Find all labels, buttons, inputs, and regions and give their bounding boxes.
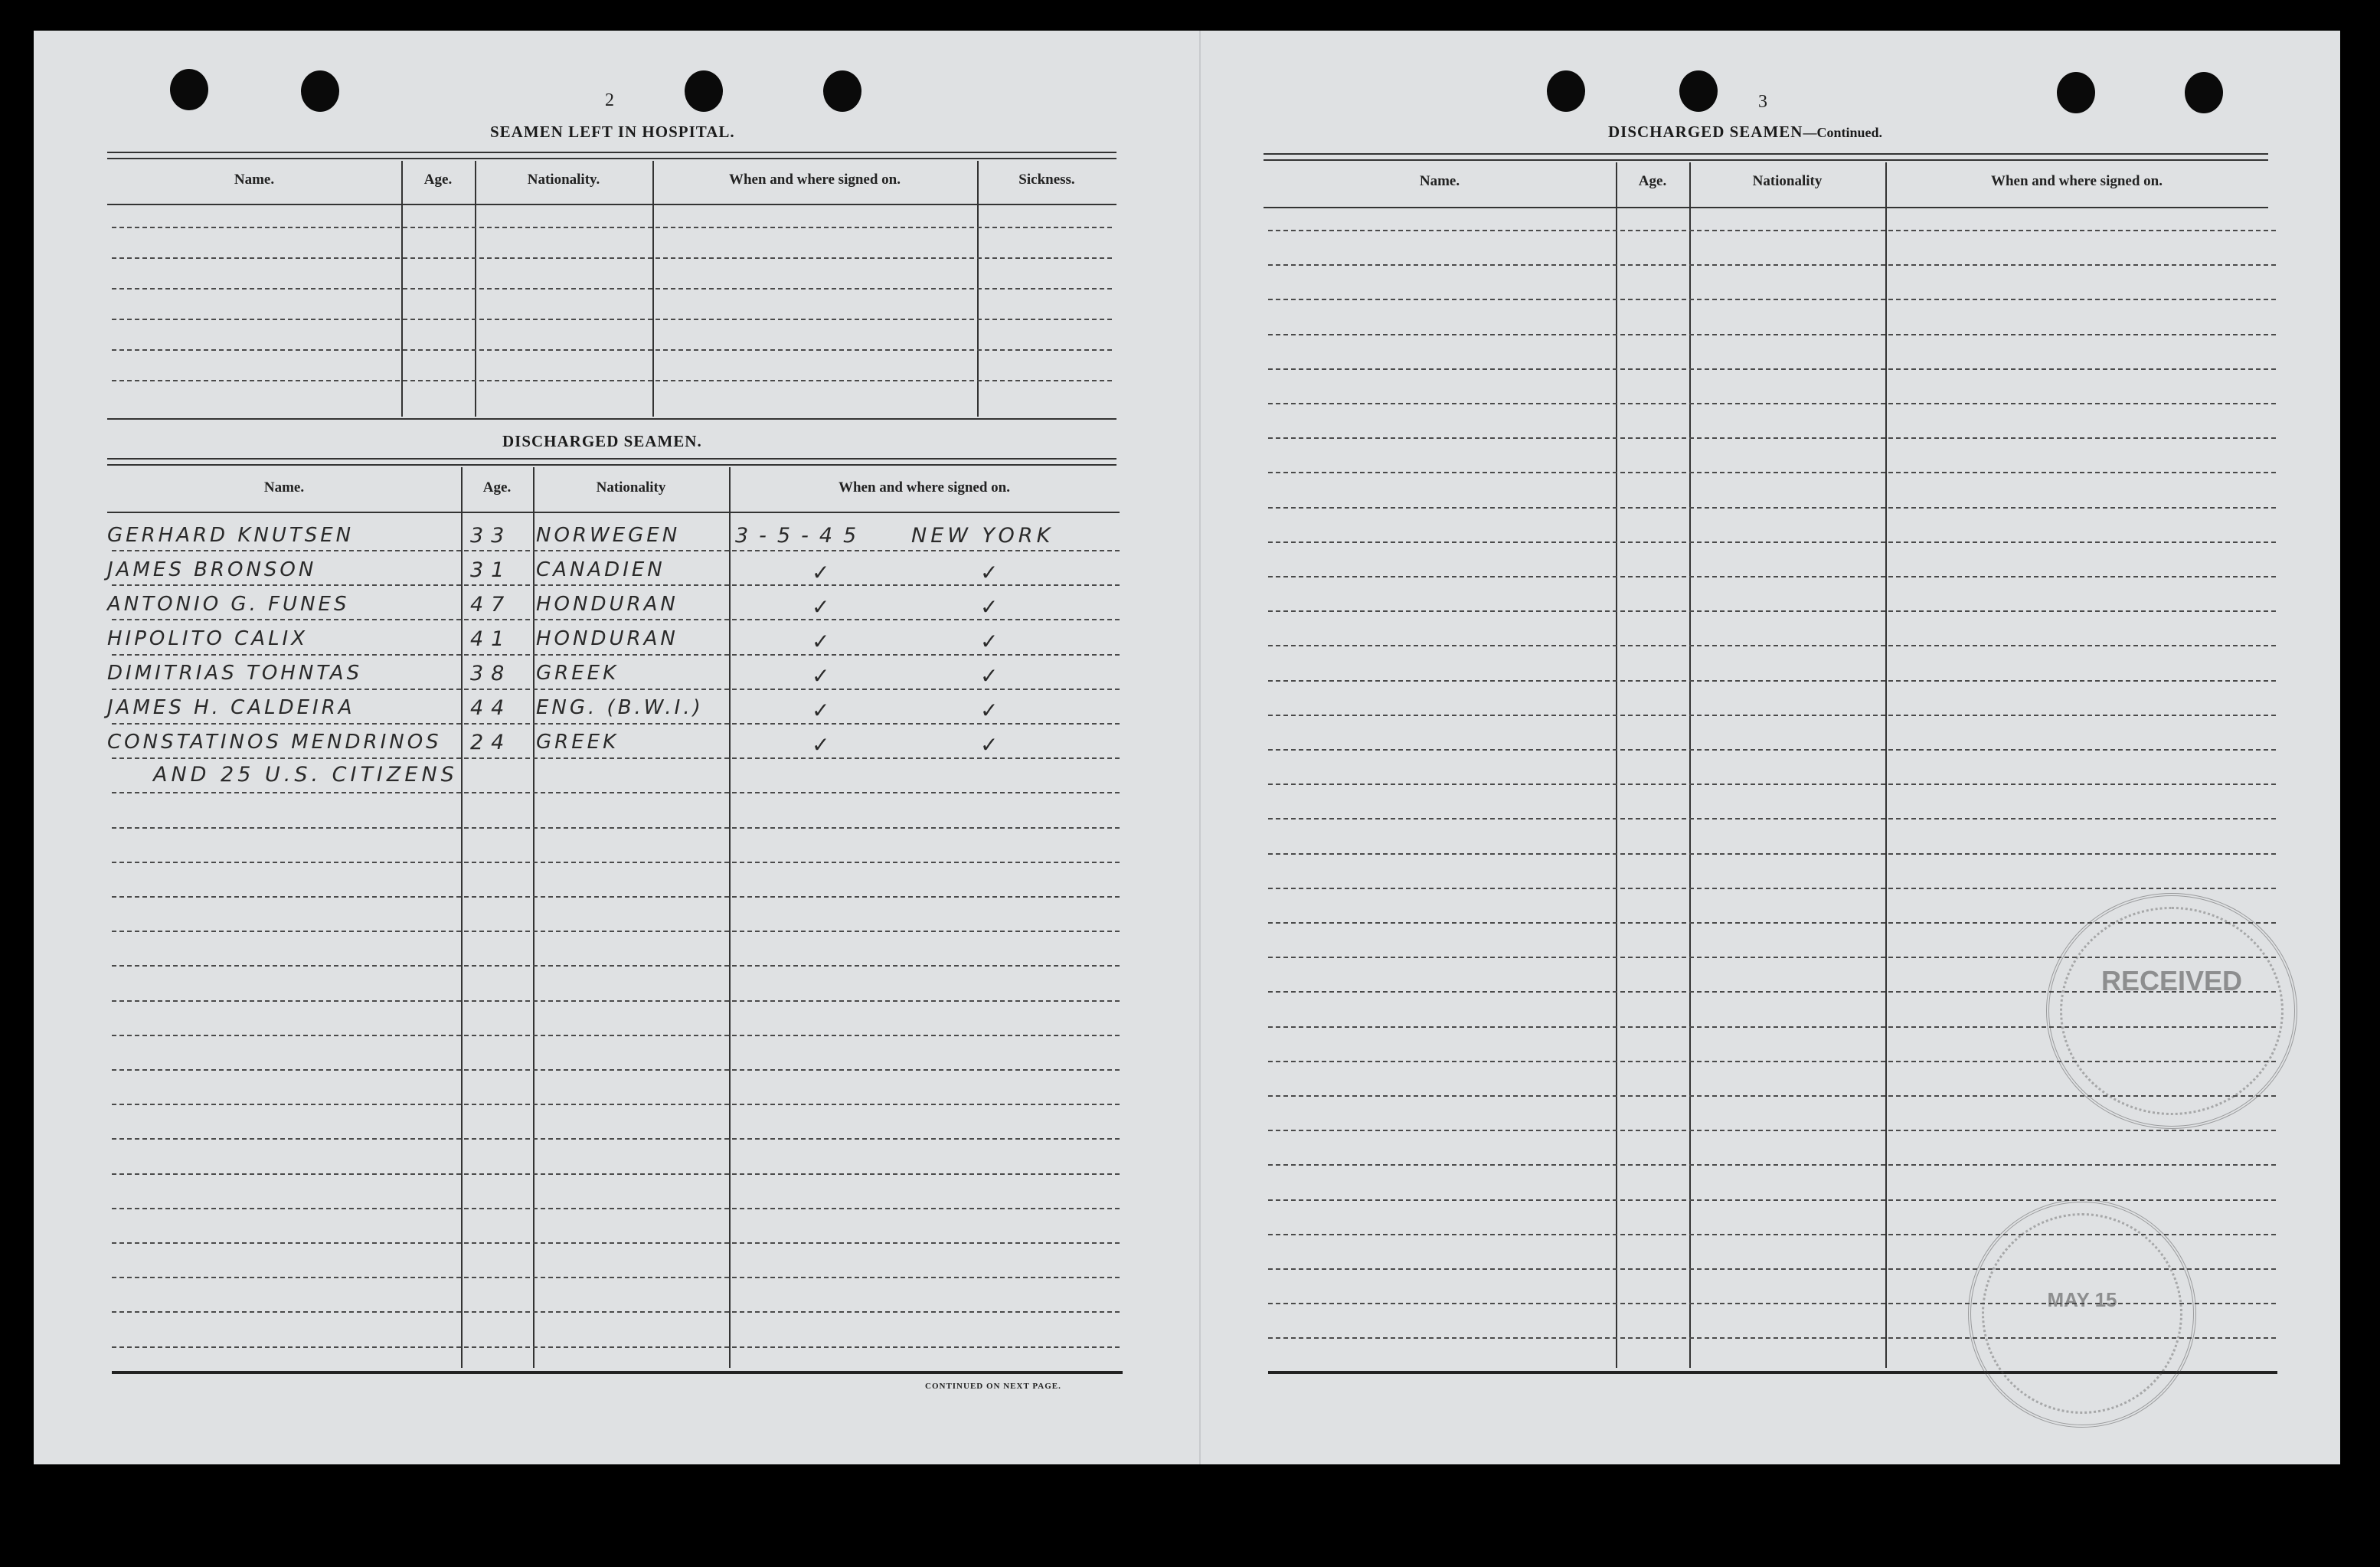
punch-hole: [1547, 70, 1585, 112]
dotted-line: [112, 931, 1120, 932]
column-header: Nationality: [1752, 173, 1823, 189]
ditto-check-date: ✓: [812, 698, 830, 723]
dotted-line: [112, 1311, 1120, 1313]
column-header: Nationality: [596, 479, 666, 496]
dotted-line: [1268, 576, 2276, 577]
dotted-line: [112, 827, 1120, 829]
dotted-line: [112, 654, 1120, 656]
rule: [1264, 207, 2268, 208]
punch-hole: [2185, 72, 2223, 113]
page-fold: [1199, 31, 1201, 1464]
column-divider: [1689, 162, 1691, 1368]
dotted-line: [1268, 818, 2276, 819]
dotted-line: [112, 689, 1120, 690]
seaman-age: 33: [470, 524, 512, 548]
column-header: Name.: [263, 479, 305, 496]
seaman-nationality: HONDURAN: [536, 593, 678, 616]
dotted-line: [1268, 299, 2276, 300]
dotted-line: [1268, 368, 2276, 370]
ditto-check-place: ✓: [980, 629, 999, 654]
dotted-line: [1268, 507, 2276, 509]
dotted-line: [112, 550, 1120, 551]
punch-hole: [685, 70, 723, 112]
dotted-line: [1268, 853, 2276, 855]
dotted-line: [1268, 1130, 2276, 1131]
dotted-line: [1268, 437, 2276, 439]
dotted-line: [1268, 1199, 2276, 1201]
heading-suffix: —Continued.: [1803, 125, 1882, 140]
column-header: Sickness.: [1018, 172, 1075, 188]
dotted-line: [1268, 715, 2276, 716]
rule: [107, 512, 1120, 513]
ditto-check-place: ✓: [980, 663, 999, 689]
ditto-check-date: ✓: [812, 594, 830, 620]
seaman-age: 24: [470, 731, 512, 754]
ditto-check-place: ✓: [980, 560, 999, 585]
stamp-ring: [2060, 907, 2284, 1115]
dotted-line: [112, 257, 1112, 259]
rule: [107, 204, 1116, 205]
rule: [107, 418, 1116, 420]
seaman-age: 31: [470, 558, 512, 582]
column-header: Age.: [423, 172, 453, 188]
dotted-line: [1268, 749, 2276, 751]
hospital-heading: SEAMEN LEFT IN HOSPITAL.: [490, 123, 735, 141]
seaman-name: ANTONIO G. FUNES: [107, 593, 350, 616]
seaman-nationality: NORWEGEN: [536, 524, 681, 547]
seaman-name: JAMES BRONSON: [107, 558, 317, 581]
punch-hole: [2057, 72, 2095, 113]
ditto-check-date: ✓: [812, 663, 830, 689]
punch-hole: [1679, 70, 1718, 112]
dotted-line: [112, 1242, 1120, 1244]
dotted-line: [1268, 680, 2276, 682]
ditto-check-date: ✓: [812, 560, 830, 585]
dotted-line: [1268, 472, 2276, 473]
seaman-age: 41: [470, 627, 512, 651]
dotted-line: [112, 1173, 1120, 1175]
dotted-line: [112, 288, 1112, 290]
dotted-line: [112, 965, 1120, 967]
punch-hole: [170, 69, 208, 110]
heading-text: DISCHARGED SEAMEN: [1608, 123, 1803, 141]
rule: [107, 458, 1116, 460]
discharged-continued-heading: [1608, 123, 1882, 142]
dotted-line: [112, 1000, 1120, 1002]
dotted-line: [112, 584, 1120, 586]
dotted-line: [112, 1035, 1120, 1036]
dotted-line: [1268, 230, 2276, 231]
rule: [1264, 153, 2268, 155]
seaman-nationality: HONDURAN: [536, 627, 678, 650]
column-header: Age.: [1638, 173, 1667, 189]
rule: [107, 464, 1116, 466]
ditto-check-place: ✓: [980, 732, 999, 757]
discharged-heading: DISCHARGED SEAMEN.: [502, 432, 702, 450]
dotted-line: [1268, 888, 2276, 889]
column-divider: [729, 467, 731, 1368]
column-divider: [1616, 162, 1617, 1368]
column-header: When and where signed on.: [728, 172, 901, 188]
dotted-line: [112, 896, 1120, 898]
date-stamp: [1968, 1199, 2196, 1428]
dotted-line: [112, 1208, 1120, 1209]
dotted-line: [1268, 1164, 2276, 1166]
continued-footer: CONTINUED ON NEXT PAGE.: [925, 1382, 1061, 1391]
column-divider: [1885, 162, 1887, 1368]
seaman-name: CONSTATINOS MENDRINOS: [107, 731, 442, 754]
dotted-line: [112, 792, 1120, 793]
dotted-line: [112, 723, 1120, 725]
column-header: Name.: [234, 172, 275, 188]
signed-date: 3-5-45: [735, 524, 868, 548]
stamp-word: RECEIVED: [2100, 965, 2243, 996]
seaman-name: HIPOLITO CALIX: [107, 627, 309, 650]
punch-hole: [823, 70, 861, 112]
signed-place: NEW YORK: [911, 524, 1054, 548]
seaman-nationality: CANADIEN: [536, 558, 665, 581]
dotted-line: [112, 757, 1120, 759]
dotted-line: [112, 1104, 1120, 1105]
column-header: Nationality.: [527, 172, 600, 188]
dotted-line: [1268, 784, 2276, 785]
rule: [107, 152, 1116, 153]
ditto-check-place: ✓: [980, 594, 999, 620]
ditto-check-date: ✓: [812, 629, 830, 654]
seaman-name: GERHARD KNUTSEN: [107, 524, 355, 547]
seaman-nationality: GREEK: [536, 662, 620, 685]
rule: [1264, 159, 2268, 161]
punch-hole: [301, 70, 339, 112]
dotted-line: [112, 349, 1112, 351]
column-divider: [533, 467, 535, 1368]
dotted-line: [112, 227, 1112, 228]
dotted-line: [1268, 403, 2276, 404]
dotted-line: [112, 619, 1120, 620]
bottom-rule: [112, 1371, 1123, 1374]
column-divider: [461, 467, 463, 1368]
seaman-age: 47: [470, 593, 512, 617]
column-header: When and where signed on.: [838, 479, 1010, 496]
dotted-line: [1268, 645, 2276, 646]
dotted-line: [1268, 541, 2276, 543]
ditto-check-date: ✓: [812, 732, 830, 757]
page-number: 2: [605, 90, 614, 110]
seaman-age: 44: [470, 696, 512, 720]
ditto-check-place: ✓: [980, 698, 999, 723]
dotted-line: [112, 1069, 1120, 1071]
stamp-ring: [1982, 1213, 2182, 1414]
citizens-note: AND 25 U.S. CITIZENS: [153, 763, 458, 787]
column-header: When and where signed on.: [1990, 173, 2163, 189]
page-number: 3: [1758, 92, 1767, 112]
seaman-nationality: ENG. (B.W.I.): [536, 696, 704, 719]
dotted-line: [112, 1277, 1120, 1278]
dotted-line: [112, 1346, 1120, 1348]
dotted-line: [1268, 610, 2276, 612]
dotted-line: [1268, 334, 2276, 335]
dotted-line: [112, 319, 1112, 320]
seaman-name: JAMES H. CALDEIRA: [107, 696, 355, 719]
rule: [107, 158, 1116, 159]
dotted-line: [112, 862, 1120, 863]
column-header: Name.: [1419, 173, 1460, 189]
seaman-name: DIMITRIAS TOHNTAS: [107, 662, 363, 685]
dotted-line: [112, 1138, 1120, 1140]
dotted-line: [1268, 264, 2276, 266]
dotted-line: [112, 380, 1112, 381]
seaman-age: 38: [470, 662, 512, 685]
seaman-nationality: GREEK: [536, 731, 620, 754]
received-stamp: [2046, 893, 2297, 1129]
stamp-date: MAY 15: [2047, 1288, 2117, 1311]
column-header: Age.: [482, 479, 512, 496]
